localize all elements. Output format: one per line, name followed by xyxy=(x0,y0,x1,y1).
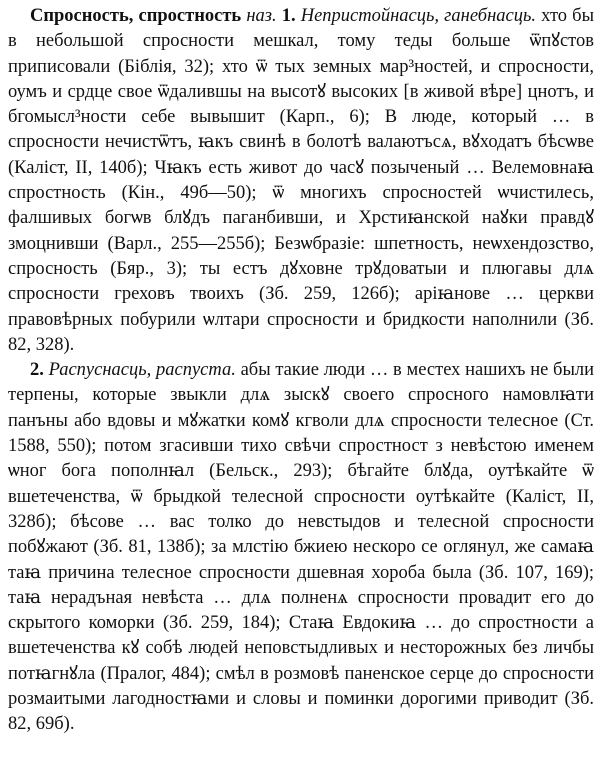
entry-headword: Спросность, спростность xyxy=(30,6,242,26)
sense-1-number: 1. xyxy=(281,6,296,26)
sense-1-text: хто бы в небольшой спросности мешкал, тому теды больше ѿпꙋстов приписовали (Біблія, 32); хто ѿ тых земныx мар³ностей, и спросности, оумъ и срдце свое ѿдалившы на высотꙋ высоких [в живой вѣре] цнотъ, и бгомысл³ности себе вывышит (Карп., 6); В люде, который … в спросности нечистѿтъ, ꙗкъ свинѣ в болотѣ валаютъсѧ, вꙋходатъ бѣсѡве (Каліст, II, 140б); Чꙗкъ есть живот до часꙋ позыченый … Велемовнаꙗ спростность (Кін., 49б—50); ѿ многихъ спросностей ѡчистилесь, фалшивых богѡв блꙋдъ паганбивши, и Хрстиꙗнской наꙋки правдꙋ змоцнивши (Варл., 255—255б); Безѡбразіе: шпетность, неѡхендозство, спросность (Бяр., 3); ты естъ дꙋховне трꙋдоватыи и плюгавы длѧ спросности греховъ твоихъ (Зб. 259, 126б); аріꙗнове … церкви правовѣрных побурили ѡлтари спросности и бридкости наполнили (Зб. 82, 328). xyxy=(8,6,594,355)
entry-sense-2 xyxy=(8,358,594,737)
entry-sense-1 xyxy=(8,4,594,358)
sense-2-number: 2. xyxy=(30,360,44,381)
grammar-label: наз. xyxy=(246,6,277,26)
sense-2-gloss: Распуснасць, распуста. xyxy=(48,360,236,381)
sense-1-gloss: Непристойнасць, ганебнасць. xyxy=(300,6,537,26)
sense-2-text: абы такие люди … в местех нашихъ не были терпены, которые звыкли длѧ зыскꙋ своего спросного намовлꙗти панъны або вдовы и мꙋжатки комꙋ кгволи длѧ спросности телесное (Ст. 1588, 550); потом згасивши тихо свѣчи спростност з невѣстою именем ѡног бога пополнꙗл (Бельск., 293); бѣгайте блꙋда, оутѣкайте ѿ вшетеченства, ѿ брыдкой телесной спросности оутѣкайте (Каліст, II, 328б); бѣсове … вас толко до невстыдов и телесной спросности побꙋжают (Зб. 81, 138б); за млстію бжиею нескоро се оглянул, же самаꙗ таꙗ причина телесное спросности дшевная хороба была (Зб. 107, 169); таꙗ нерадъная невѣста … длѧ полненѧ спросности провадит его до скрытого коморки (Зб. 259, 184); Стаꙗ Евдокиꙗ … до спростности а вшетеченства кꙋ собѣ людей неповстыдливых и несторожных без личбы потꙗгнꙋла (Пралог, 484); смѣл в розмовѣ паненское серце до спросности розмаитыми лагодностꙗми и словы и поминки дорогими приводит (Зб. 82, 69б). xyxy=(8,360,595,735)
